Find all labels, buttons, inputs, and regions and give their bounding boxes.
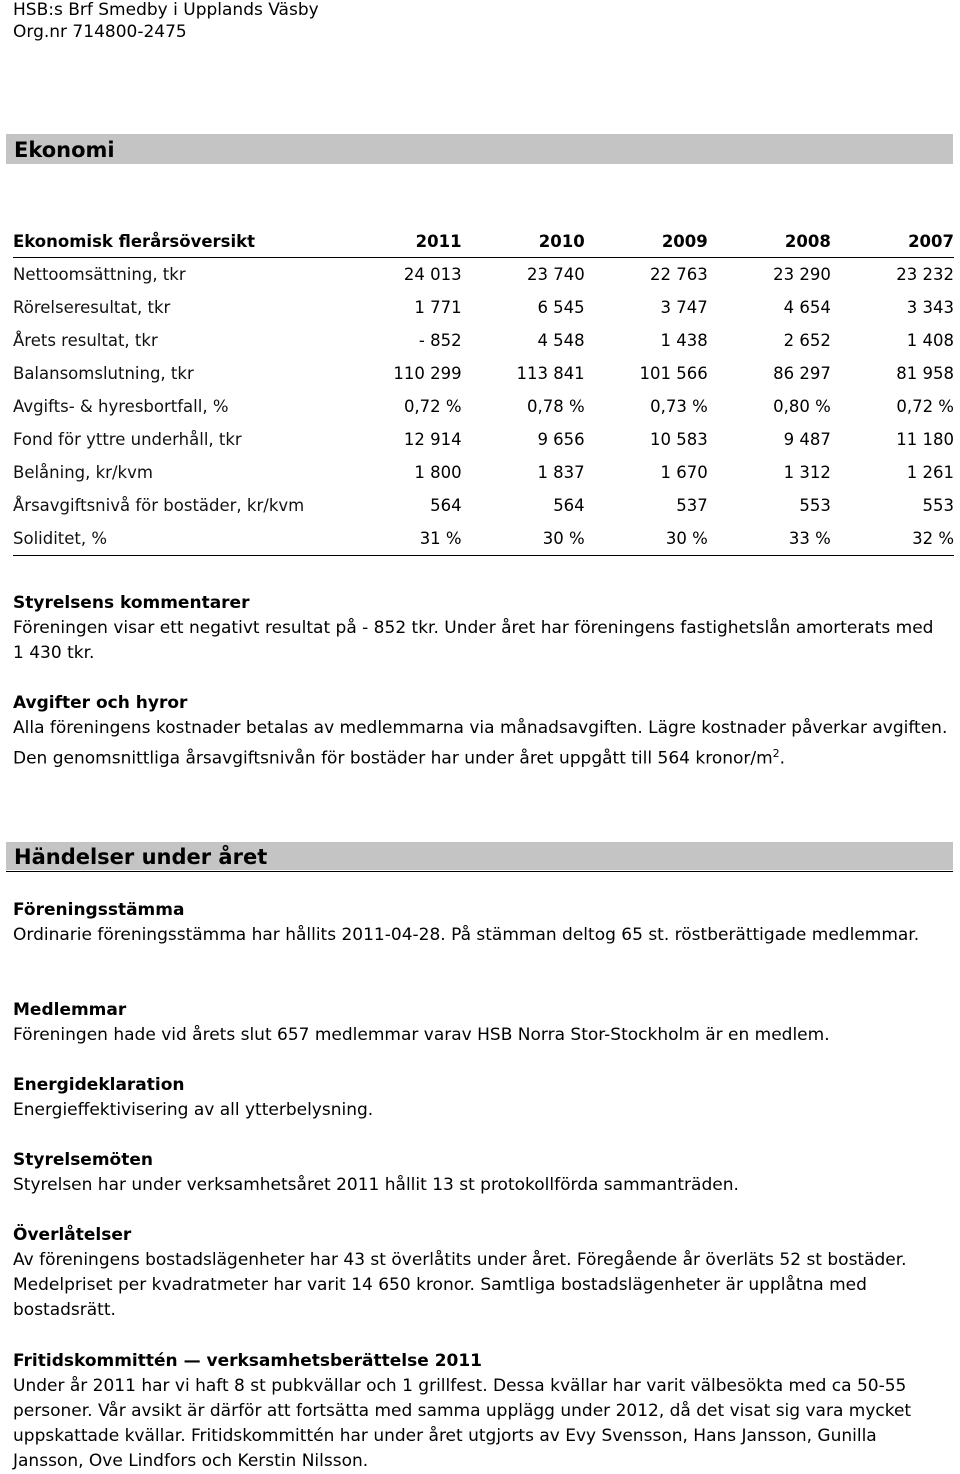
fees-heading: Avgifter och hyror — [13, 693, 188, 713]
event-heading: Medlemmar — [13, 1000, 127, 1020]
table-row — [13, 456, 954, 489]
row-value: 1 408 — [906, 331, 954, 350]
fees-text: Alla föreningens kostnader betalas av medlemmarna via månadsavgiften. Lägre kostnader påverkar avgiften. Den genomsnittliga årsavgiftsnivån för bostäder har under året uppgått till 564 kronor/m — [13, 718, 948, 769]
row-value: 6 545 — [537, 298, 585, 317]
event-board-meetings — [13, 1148, 948, 1198]
event-text: Styrelsen har under verksamhetsåret 2011 hållit 13 st protokollförda sammanträden. — [13, 1175, 739, 1195]
event-heading: Styrelsemöten — [13, 1150, 153, 1170]
year-header: 2009 — [661, 232, 708, 251]
row-value: 30 % — [665, 529, 708, 548]
event-text: Energieffektivisering av all ytterbelysning. — [13, 1100, 374, 1120]
table-row — [13, 324, 954, 357]
table-header-row — [13, 226, 954, 258]
board-comments-text: Föreningen visar ett negativt resultat på - 852 tkr. Under året har föreningens fastighetslån amorterats med 1 430 tkr. — [13, 618, 934, 663]
row-value: 33 % — [788, 529, 831, 548]
row-value: 23 290 — [773, 265, 831, 284]
table-row — [13, 390, 954, 423]
row-value: 553 — [799, 496, 831, 515]
row-value: 553 — [922, 496, 954, 515]
row-value: 537 — [676, 496, 708, 515]
row-value: 24 013 — [403, 265, 462, 284]
section-heading-ekonomi — [6, 134, 953, 164]
row-label: Avgifts- & hyresbortfall, % — [13, 397, 229, 416]
row-label: Soliditet, % — [13, 529, 108, 548]
year-header: 2007 — [908, 232, 954, 251]
row-value: 4 548 — [537, 331, 585, 350]
row-value: 564 — [553, 496, 585, 515]
financial-overview-table — [13, 226, 954, 556]
row-value: 2 652 — [783, 331, 831, 350]
table-title: Ekonomisk flerårsöversikt — [13, 232, 256, 251]
event-heading: Föreningsstämma — [13, 900, 185, 920]
row-value: 12 914 — [403, 430, 462, 449]
row-value: 31 % — [419, 529, 462, 548]
row-value: 3 747 — [660, 298, 708, 317]
row-value: 9 656 — [537, 430, 585, 449]
fees-paragraph — [13, 716, 948, 772]
year-header: 2008 — [784, 232, 831, 251]
row-value: 1 800 — [414, 463, 462, 482]
section-title: Ekonomi — [14, 138, 115, 162]
event-text: Föreningen hade vid årets slut 657 medlemmar varav HSB Norra Stor-Stockholm är en medlem. — [13, 1025, 830, 1045]
table-row — [13, 291, 954, 324]
row-label: Rörelseresultat, tkr — [13, 298, 171, 317]
row-value: 1 261 — [906, 463, 954, 482]
event-heading: Fritidskommittén — verksamhetsberättelse 2011 — [13, 1351, 483, 1371]
row-value: 110 299 — [393, 364, 462, 383]
org-number: Org.nr 714800-2475 — [13, 22, 187, 42]
row-value: 3 343 — [906, 298, 954, 317]
org-name: HSB:s Brf Smedby i Upplands Väsby — [13, 0, 319, 20]
fees-superscript: 2 — [772, 747, 780, 760]
row-label: Årets resultat, tkr — [13, 331, 158, 350]
row-value: 81 958 — [896, 364, 954, 383]
row-label: Fond för yttre underhåll, tkr — [13, 430, 242, 449]
table-row — [13, 357, 954, 390]
event-text: Under år 2011 har vi haft 8 st pubkvällar och 1 grillfest. Dessa kvällar har varit välbesökta med ca 50-55 personer. Vår avsikt är därför att fortsätta med samma upplägg under 2012, då det visat sig vara mycket uppskattade kvällar. Fritidskommittén har under året utgjorts av Evy Svensson, Hans Jansson, Gunilla Jansson, Ove Lindfors och Kerstin Nilsson. — [13, 1376, 912, 1471]
row-value: 23 740 — [526, 265, 585, 284]
event-text: Av föreningens bostadslägenheter har 43 st överlåtits under året. Föregående år överläts 52 st bostäder. Medelpriset per kvadratmeter har varit 14 650 kronor. Samtliga bostadslägenheter är upplåtna med bostadsrätt. — [13, 1250, 907, 1320]
row-label: Belåning, kr/kvm — [13, 463, 153, 482]
row-value: - 852 — [418, 331, 462, 350]
row-label: Nettoomsättning, tkr — [13, 265, 186, 284]
event-heading: Överlåtelser — [13, 1225, 132, 1245]
section-title: Händelser under året — [14, 845, 268, 869]
row-label: Årsavgiftsnivå för bostäder, kr/kvm — [13, 496, 305, 515]
board-comments-heading: Styrelsens kommentarer — [13, 593, 250, 613]
row-value: 1 837 — [537, 463, 585, 482]
row-value: 113 841 — [516, 364, 585, 383]
row-value: 10 583 — [650, 430, 708, 449]
event-assembly — [13, 898, 948, 948]
row-value: 11 180 — [896, 430, 954, 449]
row-value: 32 % — [912, 529, 954, 548]
board-comments — [13, 591, 948, 666]
row-value: 4 654 — [783, 298, 831, 317]
row-value: 0,80 % — [773, 397, 831, 416]
event-text: Ordinarie föreningsstämma har hållits 2011-04-28. På stämman deltog 65 st. röstberättigade medlemmar. — [13, 925, 920, 945]
event-energy — [13, 1073, 948, 1123]
row-value: 0,72 % — [403, 397, 462, 416]
row-value: 1 438 — [660, 331, 708, 350]
row-value: 564 — [430, 496, 462, 515]
event-leisure-committee — [13, 1349, 948, 1474]
row-value: 1 670 — [660, 463, 708, 482]
event-members — [13, 998, 948, 1048]
row-value: 86 297 — [773, 364, 831, 383]
section-heading-events — [6, 842, 953, 870]
table-row — [13, 258, 954, 292]
fees-section — [13, 691, 948, 772]
year-header: 2010 — [538, 232, 585, 251]
row-value: 30 % — [542, 529, 585, 548]
row-value: 1 771 — [414, 298, 462, 317]
row-label: Balansomslutning, tkr — [13, 364, 194, 383]
row-value: 0,78 % — [527, 397, 585, 416]
row-value: 101 566 — [639, 364, 708, 383]
row-value: 0,72 % — [896, 397, 954, 416]
event-heading: Energideklaration — [13, 1075, 185, 1095]
row-value: 23 232 — [896, 265, 954, 284]
table-row — [13, 489, 954, 522]
event-transfers — [13, 1223, 948, 1323]
row-value: 1 312 — [783, 463, 831, 482]
row-value: 0,73 % — [650, 397, 708, 416]
year-header: 2011 — [415, 232, 462, 251]
row-value: 9 487 — [783, 430, 831, 449]
table-row — [13, 423, 954, 456]
fees-end: . — [779, 748, 786, 769]
table-row — [13, 522, 954, 556]
row-value: 22 763 — [650, 265, 708, 284]
